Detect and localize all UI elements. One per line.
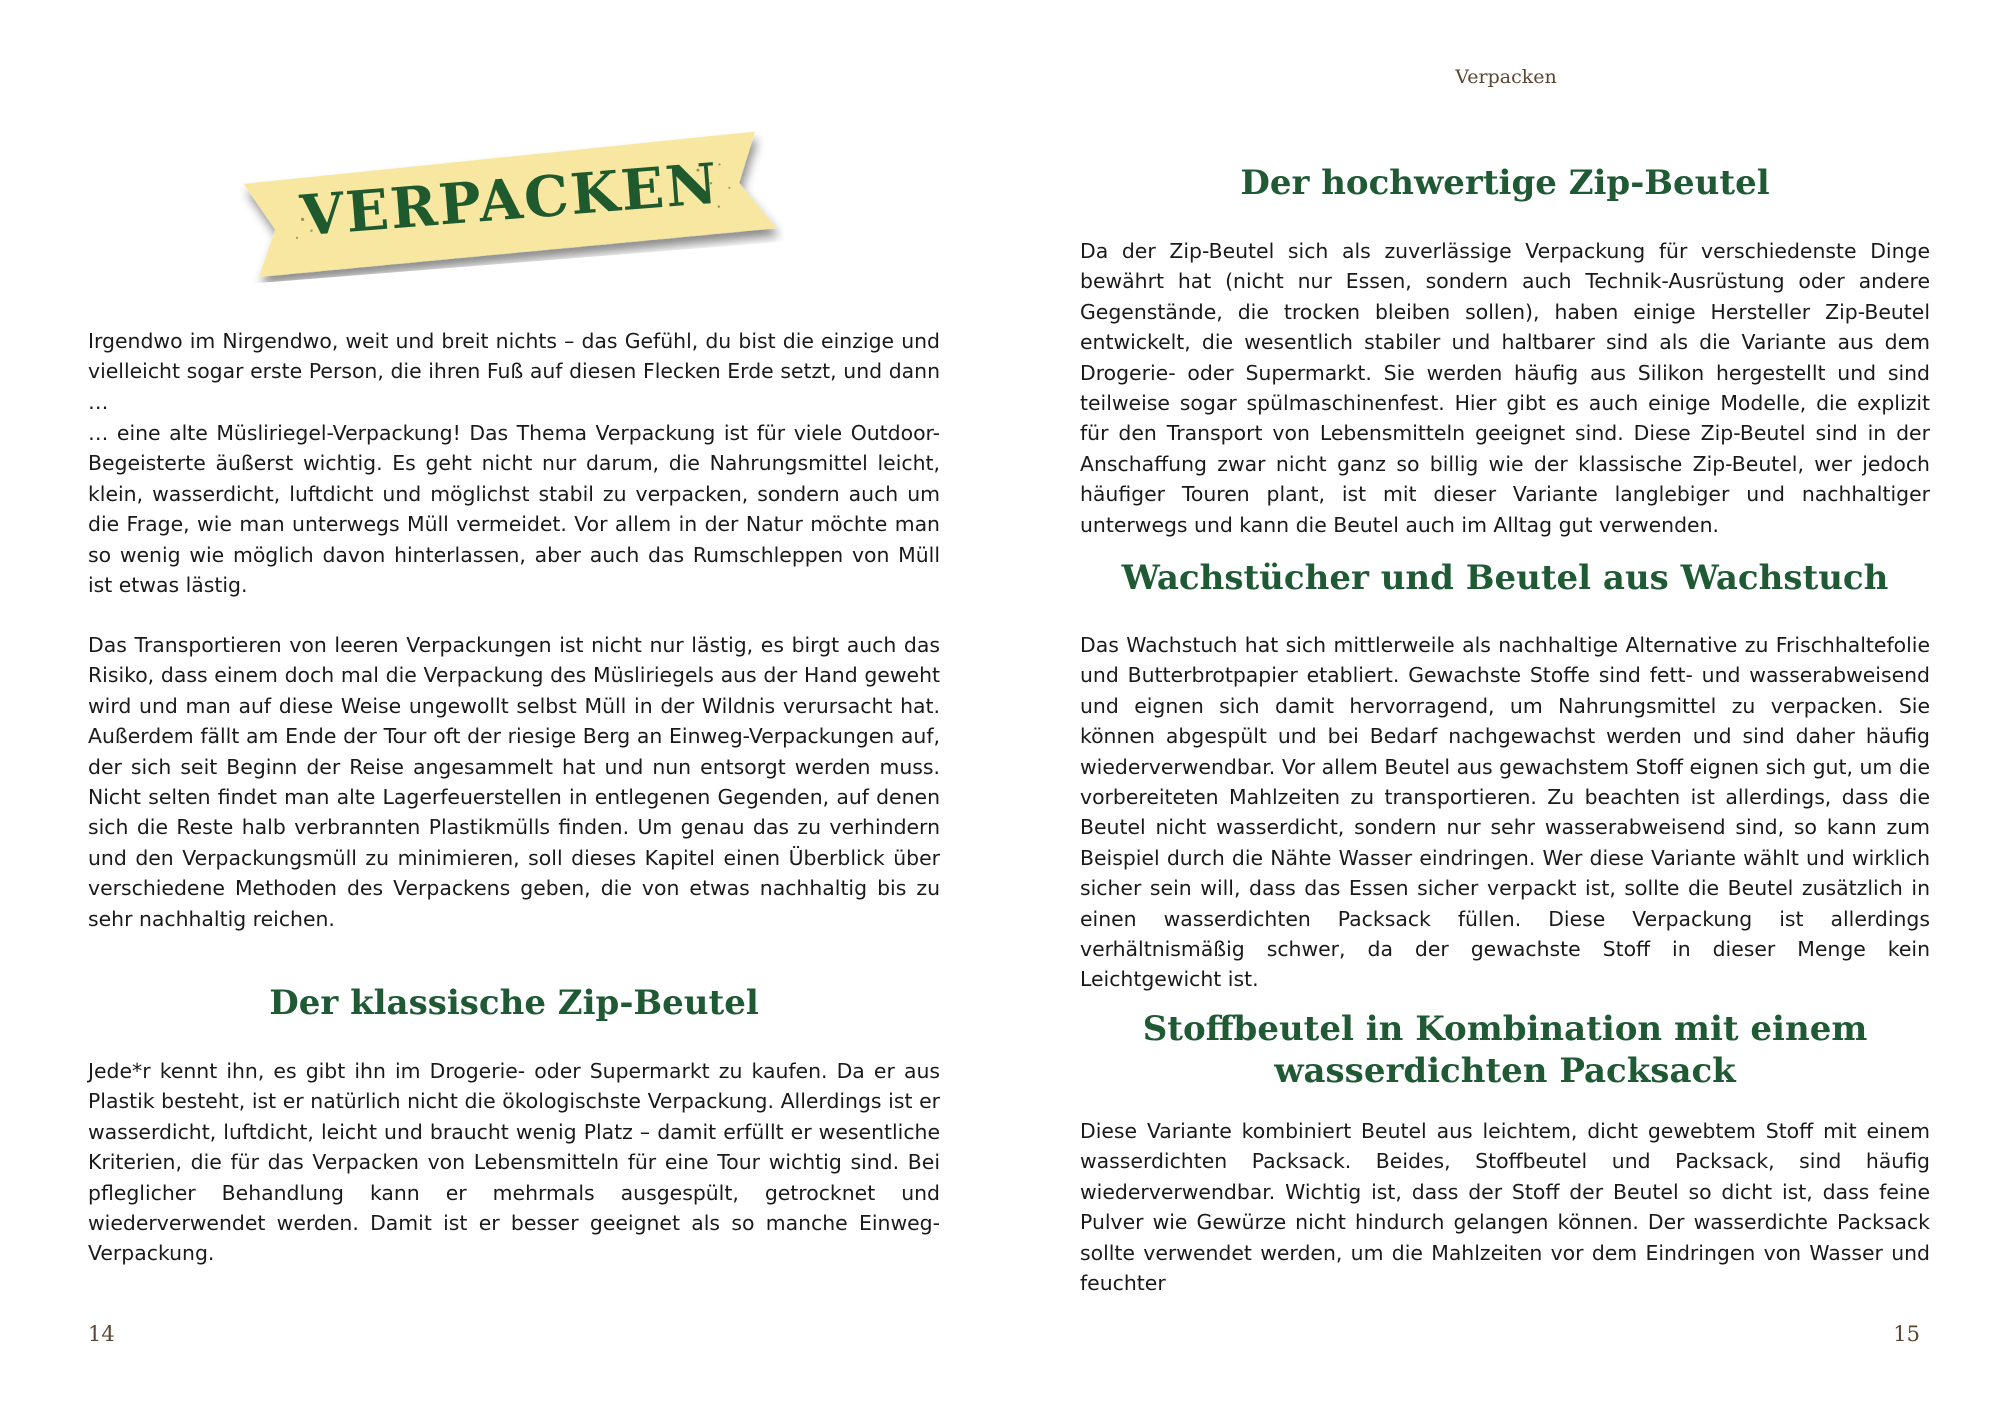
section-heading-classic-zip: Der klassische Zip-Beutel [269, 983, 759, 1023]
section-text-cloth-bag: Diese Variante kombiniert Beutel aus leichtem, dicht gewebtem Stoff mit einem wasserdichten Packsack. Beides, Stoffbeutel und Packsack, sind häufig wiederverwendbar. Wichtig ist, dass der Stoff der Beutel so dicht ist, dass feine Pulver wie Gewürze nicht hindurch gelangen können. Der wasserdichte Packsack sollte verwendet werden, um die Mahlzeiten vor dem Eindringen von Wasser und feuchter [1080, 1119, 1930, 1296]
section-heading-cloth-bag-line2: wasserdichten Packsack [1274, 1051, 1736, 1091]
intro-paragraph-3: Das Transportieren von leeren Verpackungen ist nicht nur lästig, es birgt auch das Risiko, dass einem doch mal die Verpackung des Müsliriegels aus der Hand geweht wird und man auf diese Weise ungewollt selbst Müll in der Wildnis verursacht hat. Außerdem fällt am Ende der Tour oft der riesige Berg an Einweg-Verpackungen auf, der sich seit Beginn der Reise angesammelt hat und nun entsorgt werden muss. Nicht selten findet man alte Lagerfeuerstellen in entlegenen Gegenden, auf denen sich die Reste halb verbrannten Plastikmülls finden. Um genau das zu verhindern und den Verpackungsmüll zu minimieren, soll dieses Kapitel einen Überblick über verschiedene Methoden des Verpackens geben, die von etwas nachhaltig bis zu sehr nachhaltig reichen. [88, 633, 940, 931]
intro-paragraph-2: … eine alte Müsliriegel-Verpackung! Das Thema Verpackung ist für viele Outdoor-Begeisterte äußerst wichtig. Es geht nicht nur darum, die Nahrungsmittel leicht, klein, wasserdicht, luftdicht und möglichst stabil zu verpacken, sondern auch um die Frage, wie man unterwegs Müll vermeidet. Vor allem in der Natur möchte man so wenig wie möglich davon hinterlassen, aber auch das Rumschleppen von Müll ist etwas lästig. [88, 421, 940, 598]
section-heading-cloth-bag-line1: Stoffbeutel in Kombination mit einem [1142, 1009, 1868, 1049]
running-head: Verpacken [1455, 66, 1557, 88]
intro-paragraph-1: Irgendwo im Nirgendwo, weit und breit nichts – das Gefühl, du bist die einzige und vielleicht sogar erste Person, die ihren Fuß auf diesen Flecken Erde setzt, und dann … [88, 329, 940, 414]
section-text-classic-zip: Jede*r kennt ihn, es gibt ihn im Drogerie- oder Supermarkt zu kaufen. Da er aus Plastik besteht, ist er natürlich nicht die ökologischste Verpackung. Allerdings ist er wasserdicht, luftdicht, leicht und braucht wenig Platz – damit erfüllt er wesentliche Kriterien, die für das Verpacken von Lebensmitteln für eine Tour wichtig sind. Bei pfleglicher Behandlung kann er mehrmals ausgespült, getrocknet und wiederverwendet werden. Damit ist er besser geeignet als so manche Einweg-Verpackung. [88, 1059, 940, 1266]
section-text-premium-zip: Da der Zip-Beutel sich als zuverlässige Verpackung für verschiedenste Dinge bewährt hat (nicht nur Essen, sondern auch Technik-Ausrüstung oder andere Gegenstände, die trocken bleiben sollen), haben einige Hersteller Zip-Beutel entwickelt, die wesentlich stabiler und haltbarer sind als die Variante aus dem Drogerie- oder Supermarkt. Sie werden häufig aus Silikon hergestellt und sind teilweise sogar spülmaschinenfest. Hier gibt es auch einige Modelle, die explizit für den Transport von Lebensmitteln geeignet sind. Diese Zip-Beutel sind in der Anschaffung zwar nicht ganz so billig wie der klassische Zip-Beutel, wer jedoch häufiger Touren plant, ist mit dieser Variante langlebiger und nachhaltiger unterwegs und kann die Beutel auch im Alltag gut verwenden. [1080, 239, 1930, 537]
page-number-left: 14 [88, 1322, 115, 1346]
section-heading-cloth-bag [1080, 1008, 1930, 1092]
chapter-title: VERPACKEN [298, 150, 722, 250]
section-heading-wax-cloth: Wachstücher und Beutel aus Wachstuch [1121, 558, 1889, 598]
section-text-wax-cloth: Das Wachstuch hat sich mittlerweile als nachhaltige Alternative zu Frischhaltefolie und Butterbrotpapier etabliert. Gewachste Stoffe sind fett- und wasserabweisend und eignen sich damit hervorragend, um Nahrungsmittel zu verpacken. Sie können abgespült und bei Bedarf nachgewachst werden und sind daher häufig wiederverwendbar. Vor allem Beutel aus gewachstem Stoff eignen sich gut, um die vorbereiteten Mahlzeiten zu transportieren. Zu beachten ist allerdings, dass die Beutel nicht wasserdicht, sondern nur sehr wasserabweisend sind, so kann zum Beispiel durch die Nähte Wasser eindringen. Wer diese Variante wählt und wirklich sicher sein will, dass das Essen sicher verpackt ist, sollte die Beutel zusätzlich in einen wasserdichten Packsack füllen. Diese Verpackung ist allerdings verhältnismäßig schwer, da der gewachste Stoff in dieser Menge kein Leichtgewicht ist. [1080, 633, 1930, 992]
page-number-right: 15 [1893, 1322, 1920, 1346]
section-heading-premium-zip: Der hochwertige Zip-Beutel [1240, 163, 1770, 203]
